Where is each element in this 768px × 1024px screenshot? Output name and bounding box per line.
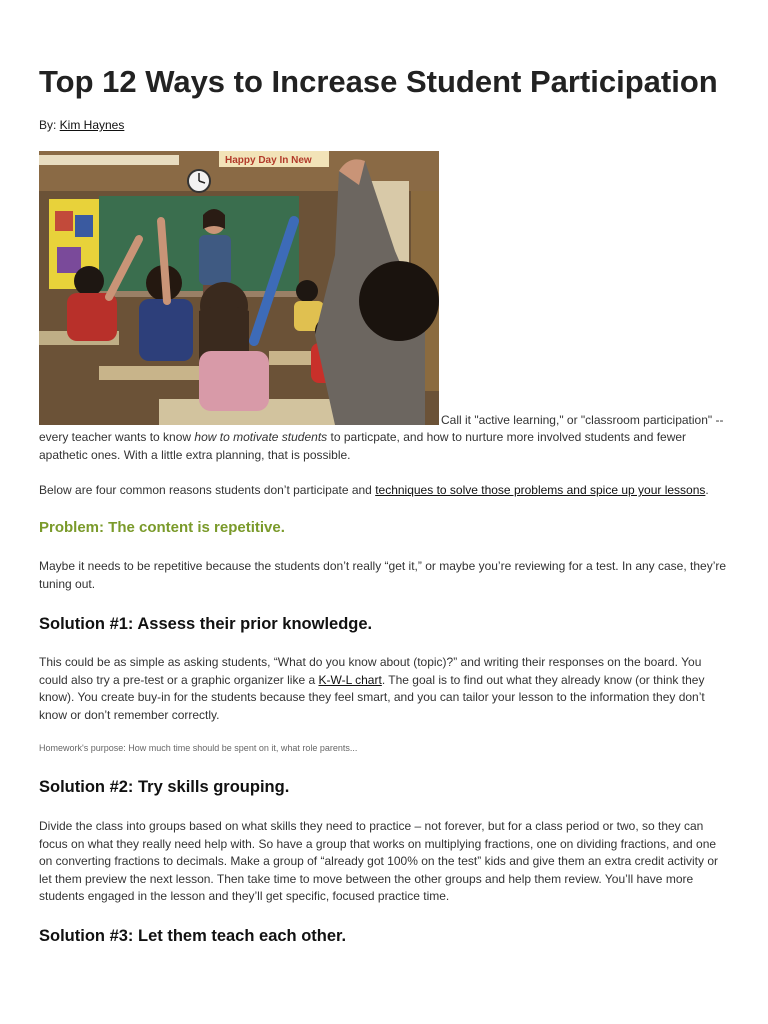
intro-emphasis: how to motivate students [194, 430, 328, 444]
classroom-photo [39, 151, 439, 425]
solution-1-text-a: This could be as simple as asking students, “What do you know about (topic)?” and writing their responses on the board. You could also try a pre-test or a graphic organizer like a [39, 655, 702, 687]
photo-banner-text: Happy Day In New [225, 155, 312, 166]
solution-3-heading: Solution #3: Let them teach each other. [39, 927, 347, 945]
author-link[interactable]: Kim Haynes [59, 118, 125, 132]
kwl-chart-link[interactable]: K-W-L chart [318, 672, 382, 687]
article-title: Top 12 Ways to Increase Student Participation [39, 64, 718, 99]
problem-paragraph: Maybe it needs to be repetitive because the students don’t really “get it,” or maybe you’re reviewing for a test. In any case, they’re tuning out. [39, 559, 727, 591]
solution-2-paragraph: Divide the class into groups based on what skills they need to practice – not forever, but for a class period or two, so they can focus on what they really need help with. So have a group that works on multiplying fractions, one on dividing fractions, and one on converting fractions to decimals. Make a group of “already got 100% on the test” kids and give them an extra credit activity or let them preview the next lesson. Then take time to move between the other groups and help them review. You’ll have more students engaged in the lesson and they’ll get specific, focused practice time. [39, 819, 719, 903]
techniques-link[interactable]: techniques to solve those problems and spice up your lessons [375, 483, 706, 497]
intro-text-a: every teacher wants to know [39, 430, 195, 444]
solution-2-heading: Solution #2: Try skills grouping. [39, 778, 290, 796]
solution-1-text-b: . The goal is to find out what they already know (or think they know). You create buy-in for the students because they feel smart, and you can tailor your lesson to the information they don’t know or don’t remember correctly. [39, 672, 705, 722]
intro-first-line: Call it "active learning," or "classroom participation" -- [441, 413, 724, 427]
byline-prefix: By: [39, 118, 60, 132]
reasons-text-a: Below are four common reasons students don’t participate and [39, 483, 376, 497]
intro-text-b: to particpate, and how to nurture more involved students and fewer apathetic ones. With a little extra planning, that is possible. [39, 430, 687, 462]
problem-heading: Problem: The content is repetitive. [39, 519, 285, 536]
intro-paragraph [39, 429, 731, 464]
reasons-text-b: . [705, 483, 709, 497]
solution-1-heading: Solution #1: Assess their prior knowledge. [39, 615, 373, 633]
byline [39, 117, 124, 133]
solution-1-paragraph [39, 654, 731, 724]
reasons-paragraph [39, 482, 731, 500]
related-article-link[interactable]: Homework's purpose: How much time should be spent on it, what role parents... [39, 743, 358, 753]
